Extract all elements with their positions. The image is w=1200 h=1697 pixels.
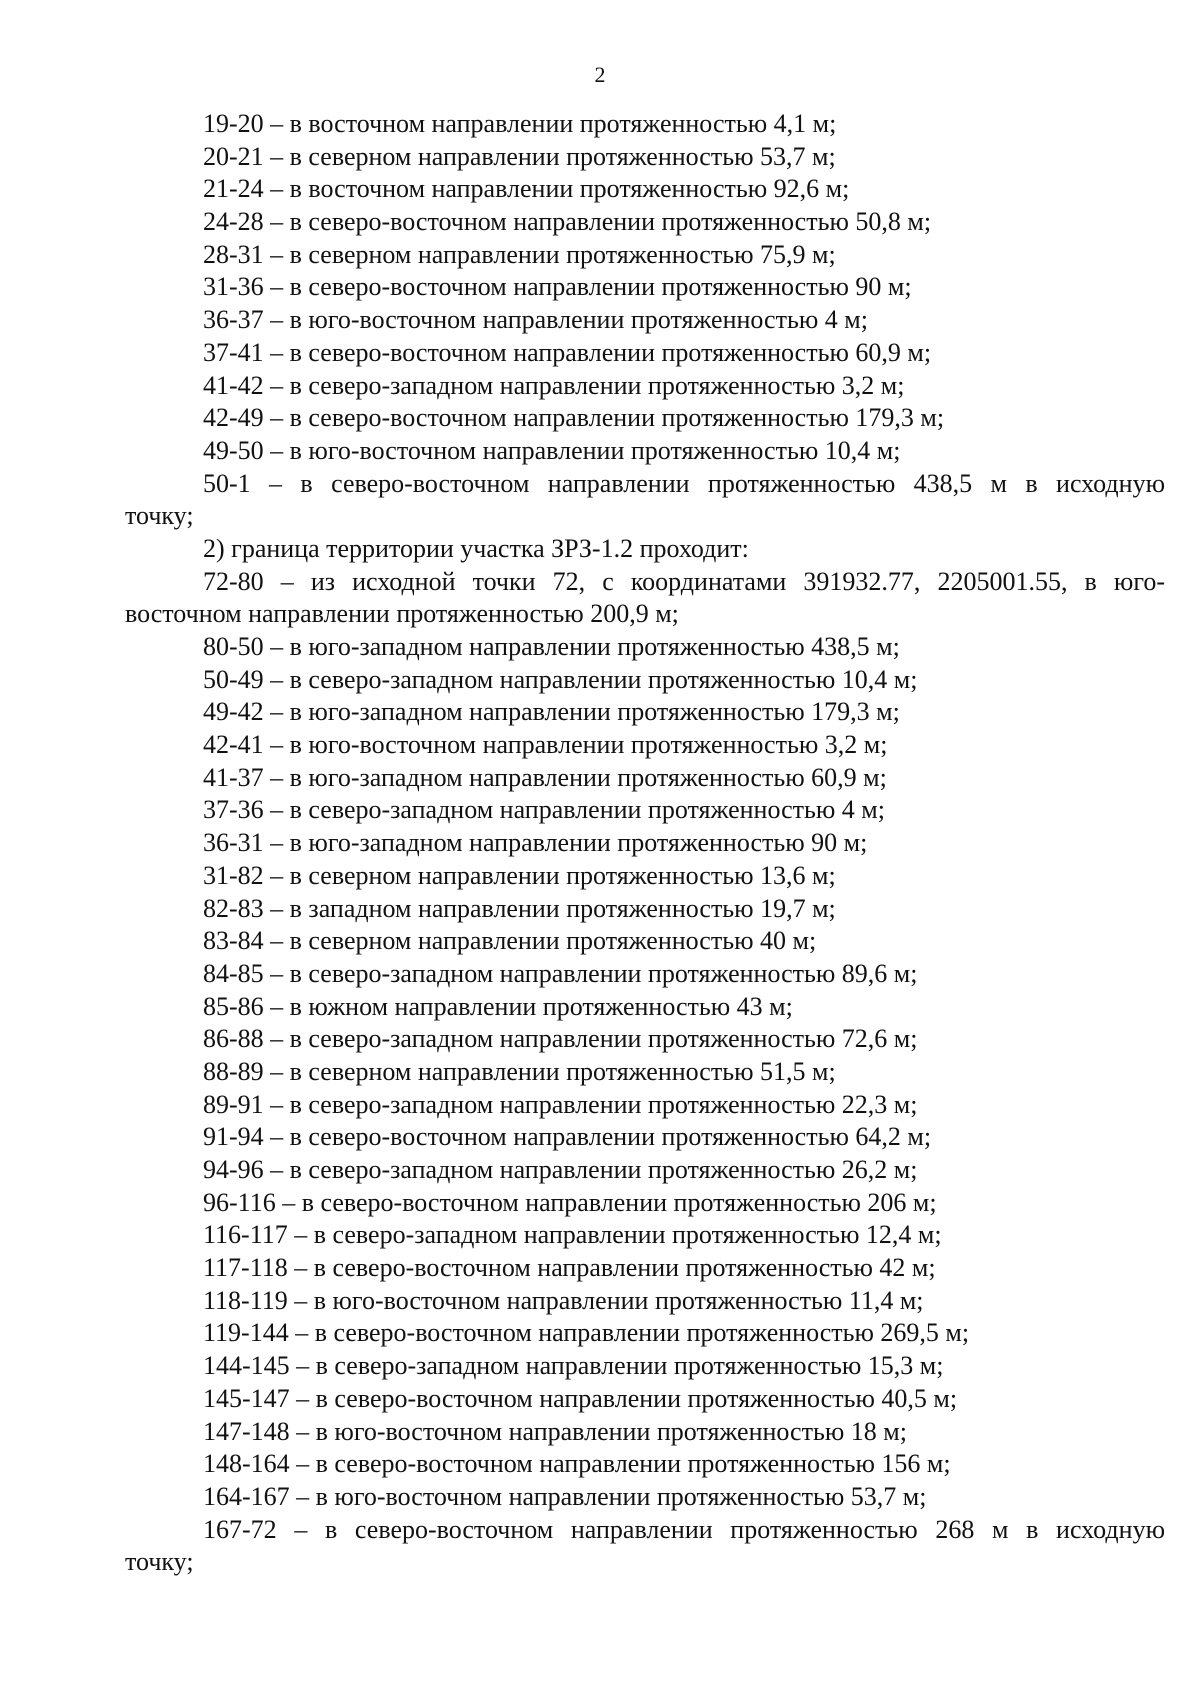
text-line: 167-72 – в северо-восточном направлении протяженностью 268 м в исходную — [203, 1514, 1165, 1544]
text-line: 119-144 – в северо-восточном направлении протяженностью 269,5 м; — [203, 1318, 970, 1348]
text-line: 19-20 – в восточном направлении протяженностью 4,1 м; — [203, 109, 837, 138]
text-line: 164-167 – в юго-восточном направлении протяженностью 53,7 м; — [203, 1481, 927, 1511]
text-line: 41-42 – в северо-западном направлении протяженностью 3,2 м; — [203, 370, 905, 400]
text-line: 88-89 – в северном направлении протяженностью 51,5 м; — [203, 1056, 836, 1086]
text-line: 117-118 – в северо-восточном направлении протяженностью 42 м; — [203, 1253, 936, 1283]
text-line: 50-49 – в северо-западном направлении протяженностью 10,4 м; — [203, 664, 918, 694]
text-line: 86-88 – в северо-западном направлении протяженностью 72,6 м; — [203, 1024, 918, 1054]
text-line: 20-21 – в северном направлении протяженностью 53,7 м; — [203, 141, 836, 171]
text-line: точку; — [125, 501, 194, 531]
text-line: 116-117 – в северо-западном направлении протяженностью 12,4 м; — [203, 1220, 942, 1250]
section-heading: 2) граница территории участка ЗРЗ-1.2 проходит: — [203, 533, 749, 563]
text-line: 147-148 – в юго-восточном направлении протяженностью 18 м; — [203, 1416, 907, 1446]
text-line: 94-96 – в северо-западном направлении протяженностью 26,2 м; — [203, 1155, 918, 1184]
text-line: 28-31 – в северном направлении протяженностью 75,9 м; — [203, 239, 836, 269]
text-line: 31-82 – в северном направлении протяженностью 13,6 м; — [203, 860, 836, 890]
text-line: 36-37 – в юго-восточном направлении протяженностью 4 м; — [203, 305, 868, 335]
text-line: 84-85 – в северо-западном направлении протяженностью 89,6 м; — [203, 958, 918, 988]
text-line: 80-50 – в юго-западном направлении протяженностью 438,5 м; — [203, 632, 900, 661]
text-line: 89-91 – в северо-западном направлении протяженностью 22,3 м; — [203, 1089, 918, 1119]
text-line: 49-42 – в юго-западном направлении протяженностью 179,3 м; — [203, 697, 900, 727]
text-line: 37-36 – в северо-западном направлении протяженностью 4 м; — [203, 795, 885, 825]
body-text — [125, 108, 1165, 1579]
text-line: 72-80 – из исходной точки 72, с координатами 391932.77, 2205001.55, в юго- — [203, 566, 1165, 596]
text-line: 49-50 – в юго-восточном направлении протяженностью 10,4 м; — [203, 435, 901, 465]
text-line: 24-28 – в северо-восточном направлении протяженностью 50,8 м; — [203, 207, 932, 237]
text-line: точку; — [125, 1547, 194, 1577]
text-line: 91-94 – в северо-восточном направлении протяженностью 64,2 м; — [203, 1122, 932, 1152]
text-line: 96-116 – в северо-восточном направлении протяженностью 206 м; — [203, 1187, 937, 1217]
text-line: 21-24 – в восточном направлении протяженностью 92,6 м; — [203, 174, 850, 204]
text-line: 145-147 – в северо-восточном направлении протяженностью 40,5 м; — [203, 1383, 958, 1413]
text-line: 31-36 – в северо-восточном направлении протяженностью 90 м; — [203, 272, 912, 302]
text-line: 41-37 – в юго-западном направлении протяженностью 60,9 м; — [203, 762, 887, 792]
text-line: 37-41 – в северо-восточном направлении протяженностью 60,9 м; — [203, 337, 932, 367]
text-line: 36-31 – в юго-западном направлении протяженностью 90 м; — [203, 828, 868, 858]
text-line: 50-1 – в северо-восточном направлении протяженностью 438,5 м в исходную — [203, 468, 1165, 498]
text-line: 118-119 – в юго-восточном направлении протяженностью 11,4 м; — [203, 1285, 924, 1315]
text-line: 148-164 – в северо-восточном направлении протяженностью 156 м; — [203, 1449, 951, 1479]
text-line: 144-145 – в северо-западном направлении протяженностью 15,3 м; — [203, 1351, 944, 1381]
text-line: восточном направлении протяженностью 200,9 м; — [125, 599, 679, 629]
text-line: 42-49 – в северо-восточном направлении протяженностью 179,3 м; — [203, 403, 945, 433]
text-line: 82-83 – в западном направлении протяженностью 19,7 м; — [203, 893, 836, 923]
page-number: 2 — [594, 62, 606, 87]
text-line: 42-41 – в юго-восточном направлении протяженностью 3,2 м; — [203, 730, 888, 760]
text-line: 83-84 – в северном направлении протяженностью 40 м; — [203, 926, 817, 956]
text-line: 85-86 – в южном направлении протяженностью 43 м; — [203, 991, 793, 1021]
